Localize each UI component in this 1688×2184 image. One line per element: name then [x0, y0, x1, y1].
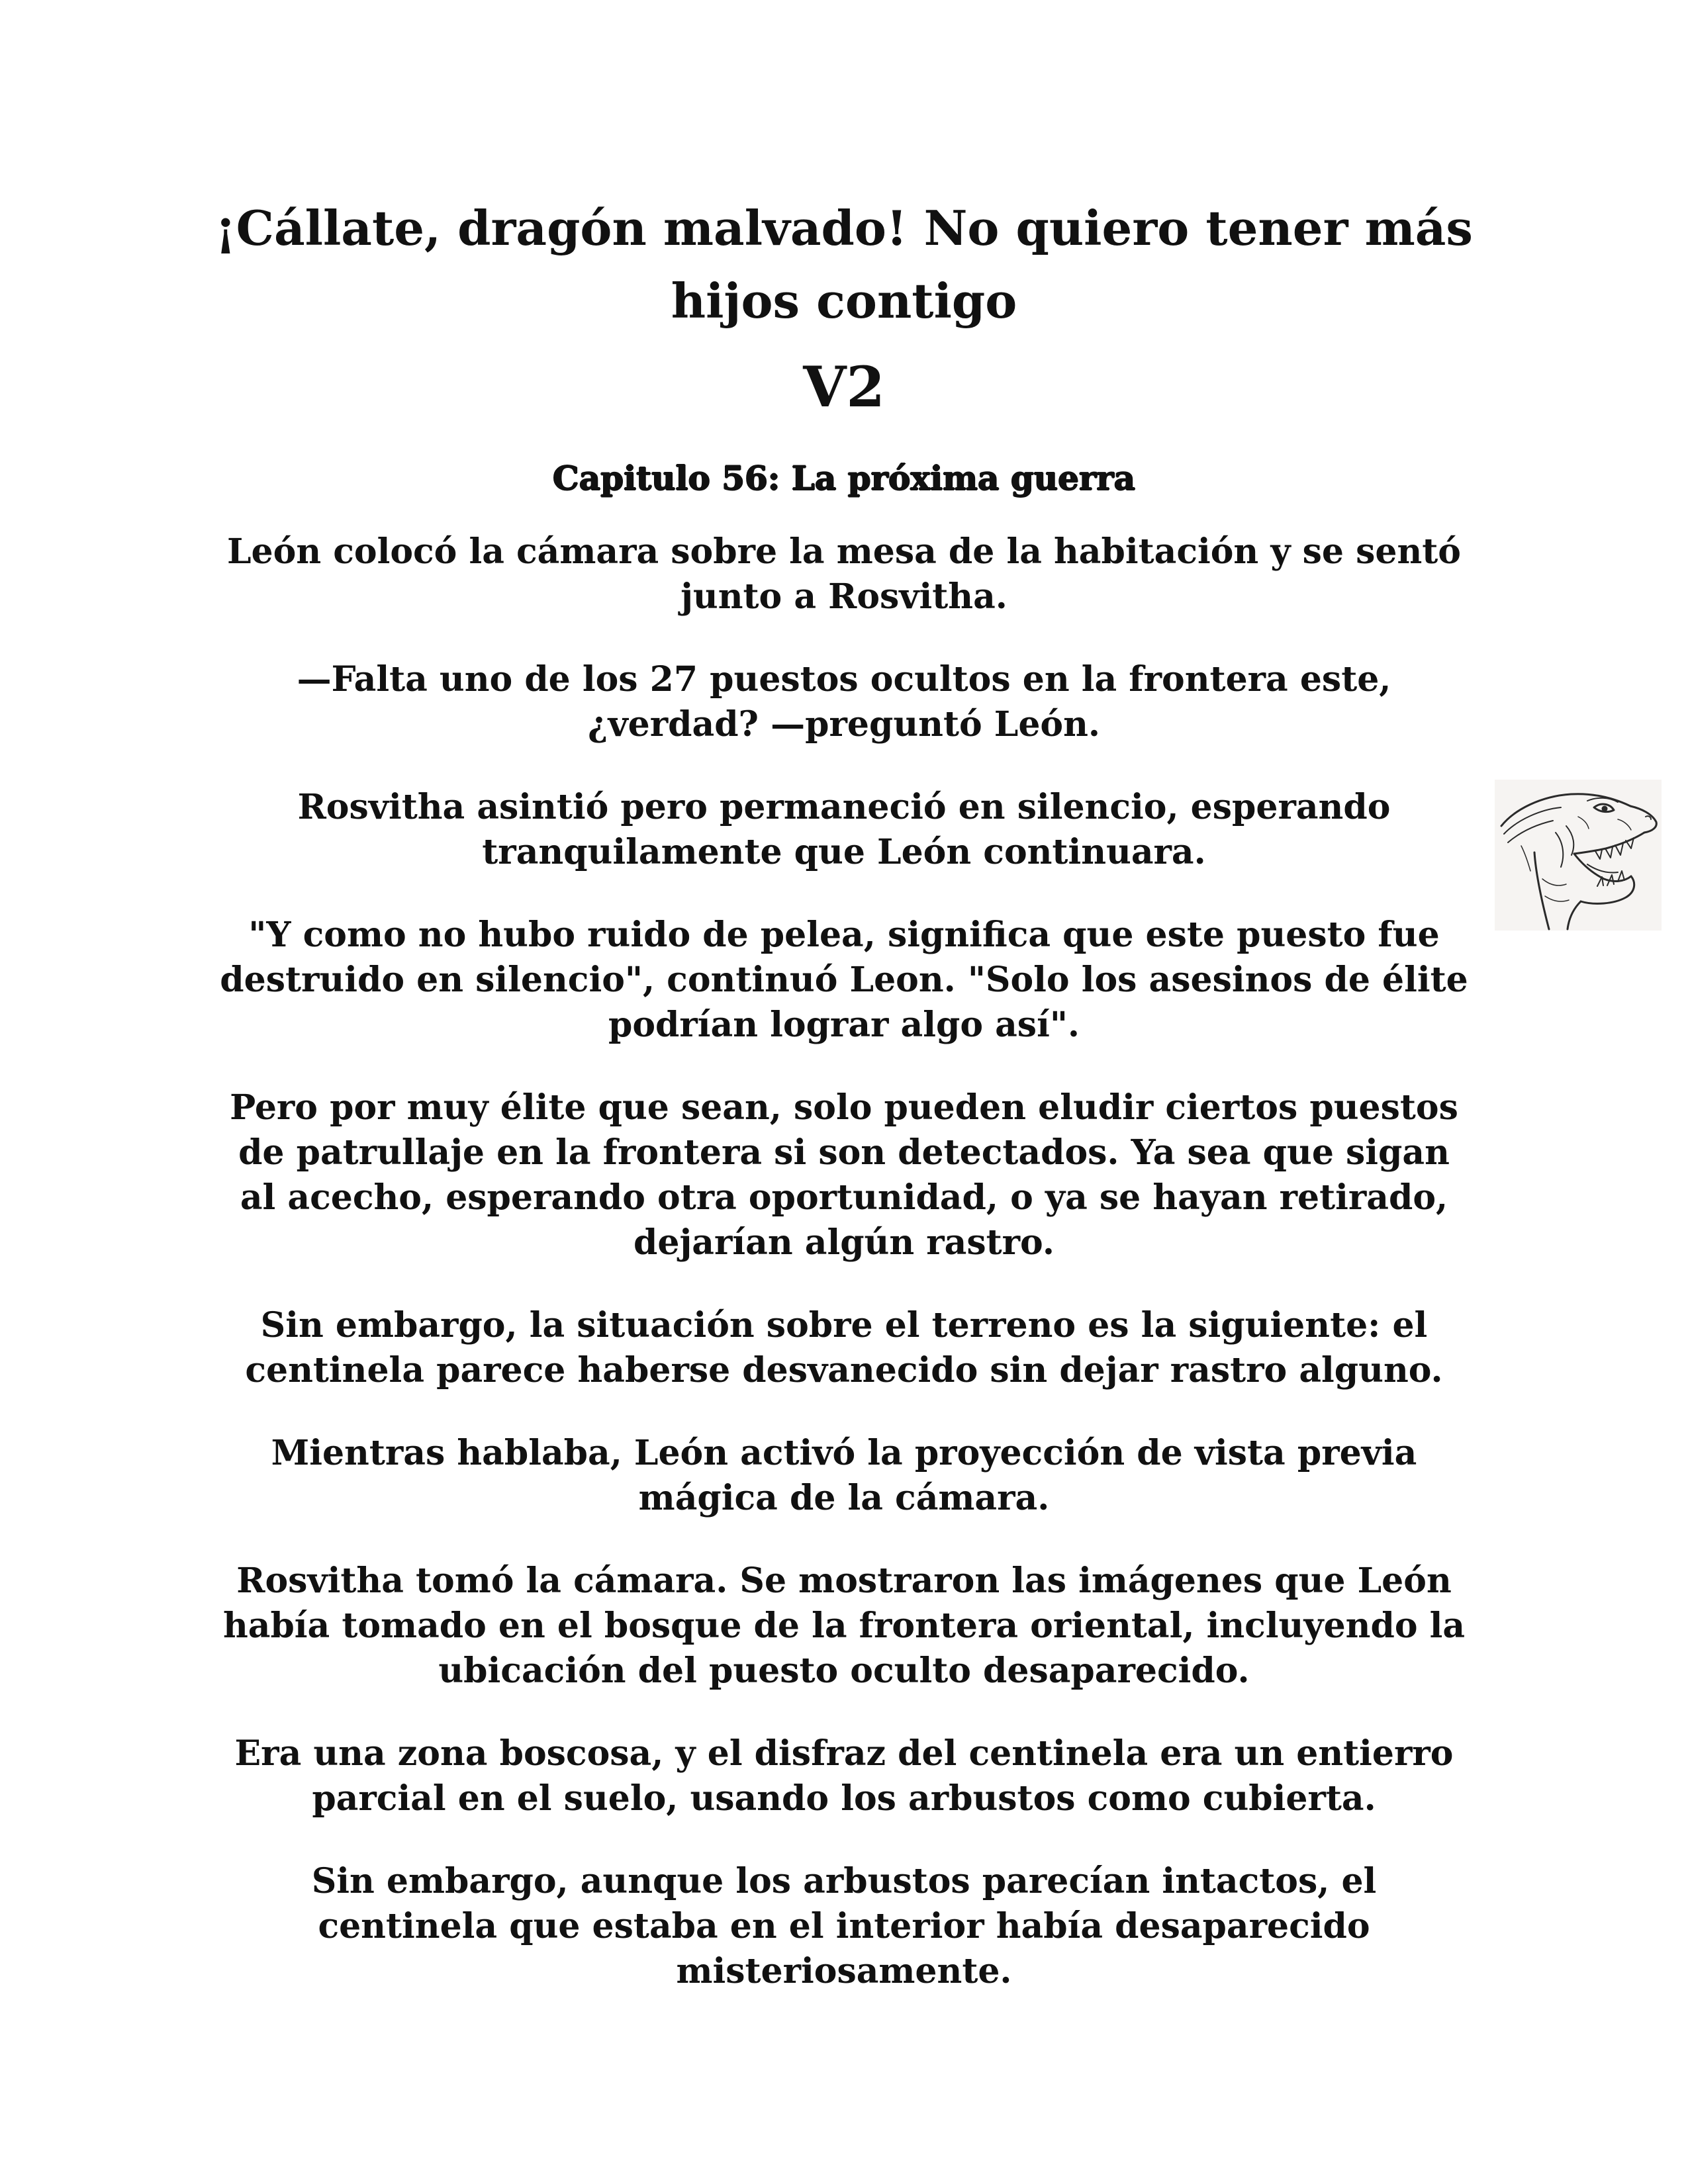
paragraph: —Falta uno de los 27 puestos ocultos en la frontera este, ¿verdad? —preguntó León. — [297, 659, 1391, 745]
paragraph: Era una zona boscosa, y el disfraz del centinela era un entierro parcial en el suelo, usando los arbustos como cubierta. — [234, 1733, 1454, 1819]
paragraph: Rosvitha tomó la cámara. Se mostraron las imágenes que León había tomado en el bosque de la frontera oriental, incluyendo la ubicación del puesto oculto desaparecido. — [222, 1561, 1466, 1691]
paragraph: "Y como no hubo ruido de pelea, significa que este puesto fue destruido en silencio", continuó Leon. "Solo los asesinos de élite podrían lograr algo así". — [220, 915, 1468, 1045]
dinosaur-head-sketch-icon — [1495, 780, 1662, 931]
paragraph: Rosvitha asintió pero permaneció en silencio, esperando tranquilamente que León continuara. — [297, 787, 1391, 872]
volume-label: V2 — [803, 354, 885, 420]
paragraph: León colocó la cámara sobre la mesa de la habitación y se sentó junto a Rosvitha. — [226, 531, 1461, 617]
paragraph: Pero por muy élite que sean, solo pueden eludir ciertos puestos de patrullaje en la frontera si son detectados. Ya sea que sigan al acecho, esperando otra oportunidad, o ya se hayan retirado, dejarían algún rastro. — [230, 1087, 1458, 1263]
paragraph: Sin embargo, la situación sobre el terreno es la siguiente: el centinela parece haberse desvanecido sin dejar rastro alguno. — [245, 1305, 1443, 1390]
paragraph: Sin embargo, aunque los arbustos parecían intactos, el centinela que estaba en el interior había desaparecido misteriosamente. — [311, 1861, 1377, 1991]
page-title: ¡Cállate, dragón malvado! No quiero tener más hijos contigo — [215, 200, 1473, 329]
chapter-body — [218, 529, 1470, 2032]
chapter-heading: Capitulo 56: La próxima guerra — [552, 459, 1136, 498]
paragraph: Mientras hablaba, León activó la proyección de vista previa mágica de la cámara. — [271, 1433, 1417, 1518]
